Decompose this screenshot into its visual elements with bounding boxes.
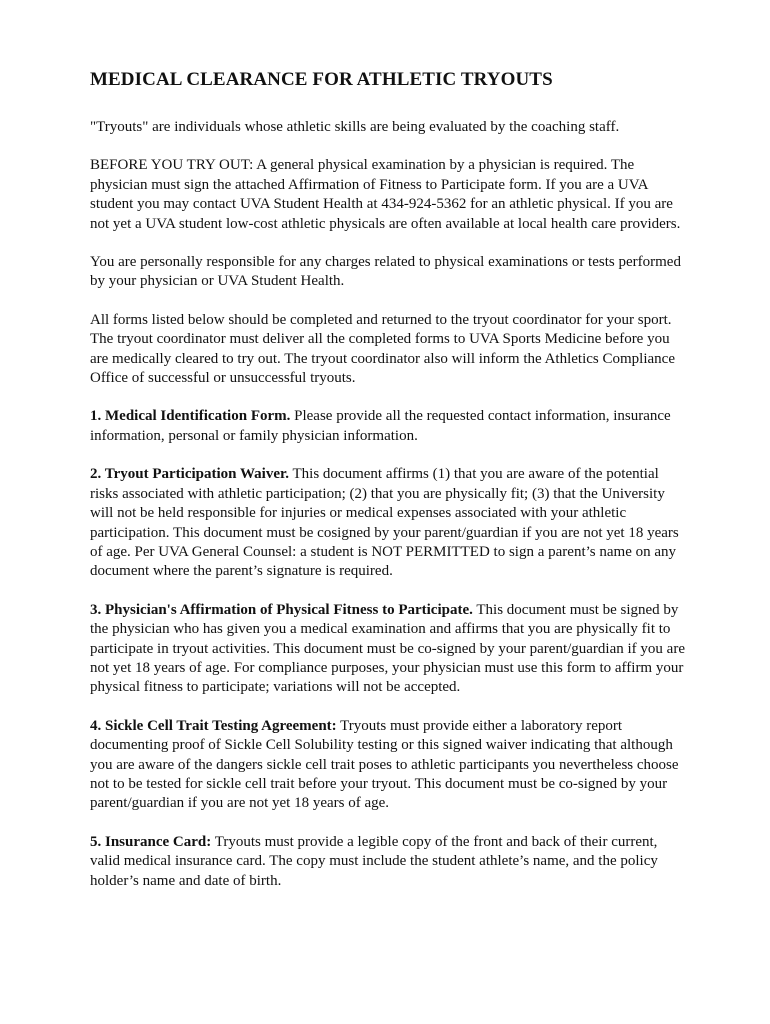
- item-text: This document affirms (1) that you are aware of the potential risks associated with athletic participation; (2) that you are physically fit; (3) that the University will not be held responsible for injuries or medical expenses associated with your athletic participation. This document must be cosigned by your parent/guardian if you are not yet 18 years of age. Per UVA General Counsel: a student is NOT PERMITTED to sign a parent’s name on any document where the parent’s signature is required.: [90, 466, 679, 580]
- item-text: Please provide all the requested contact information, insurance information, personal or family physician information.: [90, 408, 671, 444]
- document-title: MEDICAL CLEARANCE FOR ATHLETIC TRYOUTS: [90, 69, 553, 90]
- document-body: [90, 68, 690, 910]
- item-tryout-participation-waiver: [90, 465, 690, 581]
- item-text: Tryouts must provide a legible copy of the front and back of their current, valid medical insurance card. The copy must include the student athlete’s name, and the policy holder’s name and date of birth.: [90, 833, 658, 889]
- item-insurance-card: [90, 833, 690, 891]
- item-text: This document must be signed by the physician who has given you a medical examination and affirms that you are physically fit to participate in tryout activities. This document must be co-signed by your parent/guardian if you are not yet 18 years of age. For compliance purposes, your physician must use this form to affirm your physical fitness to participate; variations will not be accepted.: [90, 601, 685, 696]
- item-heading: 2. Tryout Participation Waiver.: [90, 466, 290, 483]
- charges-paragraph: You are personally responsible for any charges related to physical examinations or tests performed by your physician or UVA Student Health.: [90, 254, 681, 290]
- item-sickle-cell-testing: [90, 717, 690, 814]
- item-physician-affirmation: [90, 601, 690, 698]
- before-you-try-out-paragraph: BEFORE YOU TRY OUT: A general physical examination by a physician is required. The physician must sign the attached Affirmation of Fitness to Participate form. If you are a UVA student you may contact UVA Student Health at 434-924-5362 for an athletic physical. If you are not yet a UVA student low-cost athletic physicals are often available at local health care providers.: [90, 157, 681, 232]
- item-heading: 3. Physician's Affirmation of Physical Fitness to Participate.: [90, 601, 473, 618]
- item-text: Tryouts must provide either a laboratory report documenting proof of Sickle Cell Solubility testing or this signed waiver indicating that although you are aware of the dangers sickle cell trait poses to athletic participants you nevertheless choose not to be tested for sickle cell trait before your tryout. This document must be co-signed by your parent/guardian if you are not yet 18 years of age.: [90, 717, 679, 812]
- item-medical-identification: [90, 407, 690, 446]
- intro-paragraph: "Tryouts" are individuals whose athletic skills are being evaluated by the coaching staff.: [90, 119, 620, 135]
- item-heading: 1. Medical Identification Form.: [90, 408, 291, 425]
- forms-paragraph: All forms listed below should be completed and returned to the tryout coordinator for your sport. The tryout coordinator must deliver all the completed forms to UVA Sports Medicine before you are medically cleared to try out. The tryout coordinator also will inform the Athletics Compliance Office of successful or unsuccessful tryouts.: [90, 311, 675, 387]
- item-heading: 5. Insurance Card:: [90, 833, 212, 850]
- item-heading: 4. Sickle Cell Trait Testing Agreement:: [90, 717, 337, 734]
